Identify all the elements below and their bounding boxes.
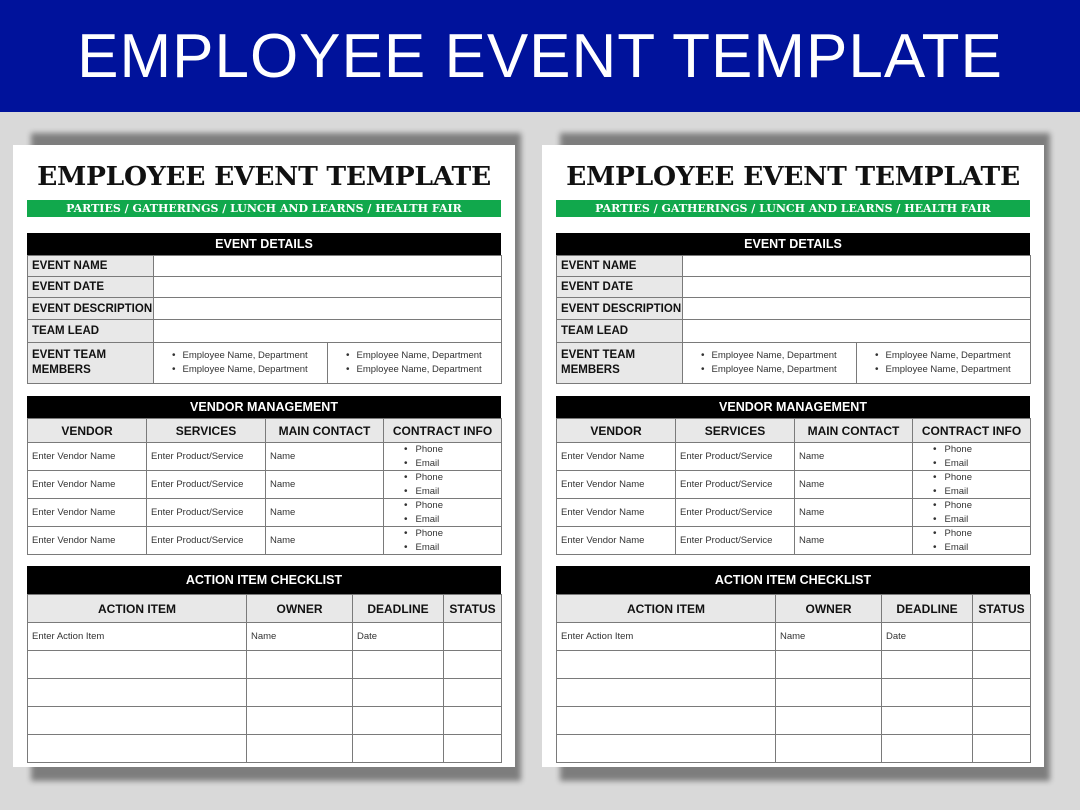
deadline-cell[interactable] bbox=[353, 707, 444, 735]
event-description-field[interactable] bbox=[154, 298, 502, 320]
status-cell[interactable] bbox=[444, 651, 502, 679]
deadline-col-header: DEADLINE bbox=[353, 595, 444, 623]
team-members-col-1[interactable] bbox=[154, 343, 328, 384]
contract-info-cell[interactable]: • Phone • Email bbox=[913, 527, 1031, 555]
team-lead-label: TEAM LEAD bbox=[28, 320, 154, 343]
checklist-row bbox=[28, 651, 502, 679]
deadline-cell[interactable] bbox=[882, 679, 973, 707]
template-sheet bbox=[542, 145, 1044, 767]
action-item-col-header: ACTION ITEM bbox=[557, 595, 776, 623]
vendor-col-header: VENDOR bbox=[28, 419, 147, 443]
event-team-members-label: EVENT TEAM MEMBERS bbox=[557, 343, 683, 384]
main-contact-cell[interactable]: Name bbox=[795, 499, 913, 527]
document-title: EMPLOYEE EVENT TEMPLATE bbox=[37, 161, 491, 192]
action-item-cell[interactable] bbox=[557, 651, 776, 679]
action-item-cell[interactable] bbox=[557, 735, 776, 763]
header-banner bbox=[0, 0, 1080, 112]
contract-info-cell[interactable]: • Phone • Email bbox=[384, 499, 502, 527]
vendor-table bbox=[556, 418, 1031, 555]
deadline-col-header: DEADLINE bbox=[882, 595, 973, 623]
status-cell[interactable] bbox=[973, 651, 1031, 679]
action-item-col-header: ACTION ITEM bbox=[28, 595, 247, 623]
deadline-cell[interactable]: Date bbox=[882, 623, 973, 651]
owner-cell[interactable] bbox=[247, 707, 353, 735]
team-members-col-2[interactable] bbox=[857, 343, 1031, 384]
status-cell[interactable] bbox=[444, 679, 502, 707]
main-contact-cell[interactable]: Name bbox=[795, 471, 913, 499]
document-title: EMPLOYEE EVENT TEMPLATE bbox=[566, 161, 1020, 192]
services-col-header: SERVICES bbox=[676, 419, 795, 443]
template-sheet bbox=[13, 145, 515, 767]
event-date-field[interactable] bbox=[683, 277, 1031, 298]
vendor-row bbox=[557, 499, 1031, 527]
team-member[interactable]: • Employee Name, Department bbox=[172, 349, 327, 363]
team-member[interactable]: • Employee Name, Department bbox=[346, 363, 501, 377]
subtitle-bar: PARTIES / GATHERINGS / LUNCH AND LEARNS / HEALTH FAIR bbox=[556, 200, 1030, 217]
team-member[interactable]: • Employee Name, Department bbox=[701, 349, 856, 363]
team-lead-field[interactable] bbox=[154, 320, 502, 343]
vendor-name-cell[interactable]: Enter Vendor Name bbox=[28, 471, 147, 499]
checklist-row bbox=[557, 735, 1031, 763]
deadline-cell[interactable] bbox=[353, 651, 444, 679]
services-cell[interactable]: Enter Product/Service bbox=[147, 471, 266, 499]
main-contact-col-header: MAIN CONTACT bbox=[795, 419, 913, 443]
team-member[interactable]: • Employee Name, Department bbox=[701, 363, 856, 377]
vendor-heading: VENDOR MANAGEMENT bbox=[556, 396, 1030, 418]
checklist-heading: ACTION ITEM CHECKLIST bbox=[27, 566, 501, 594]
contract-info-cell[interactable]: • Phone • Email bbox=[913, 443, 1031, 471]
deadline-cell[interactable] bbox=[882, 651, 973, 679]
vendor-col-header: VENDOR bbox=[557, 419, 676, 443]
main-contact-cell[interactable]: Name bbox=[266, 527, 384, 555]
checklist-row bbox=[28, 623, 502, 651]
action-item-cell[interactable] bbox=[28, 735, 247, 763]
main-contact-cell[interactable]: Name bbox=[795, 527, 913, 555]
contract-info-cell[interactable]: • Phone • Email bbox=[384, 471, 502, 499]
main-contact-cell[interactable]: Name bbox=[266, 471, 384, 499]
deadline-cell[interactable] bbox=[882, 735, 973, 763]
vendor-name-cell[interactable]: Enter Vendor Name bbox=[28, 499, 147, 527]
team-members-col-1[interactable] bbox=[683, 343, 857, 384]
owner-cell[interactable] bbox=[776, 679, 882, 707]
services-cell[interactable]: Enter Product/Service bbox=[147, 527, 266, 555]
team-member[interactable]: • Employee Name, Department bbox=[172, 363, 327, 377]
event-name-label: EVENT NAME bbox=[28, 256, 154, 277]
owner-cell[interactable]: Name bbox=[247, 623, 353, 651]
services-cell[interactable]: Enter Product/Service bbox=[147, 443, 266, 471]
vendor-table bbox=[27, 418, 502, 555]
vendor-management-section bbox=[556, 396, 1030, 555]
contract-info-cell[interactable]: • Phone • Email bbox=[913, 499, 1031, 527]
subtitle-bar: PARTIES / GATHERINGS / LUNCH AND LEARNS / HEALTH FAIR bbox=[27, 200, 501, 217]
main-contact-cell[interactable]: Name bbox=[266, 443, 384, 471]
action-item-cell[interactable] bbox=[28, 651, 247, 679]
checklist-row bbox=[557, 651, 1031, 679]
event-details-section bbox=[556, 233, 1030, 384]
status-cell[interactable] bbox=[444, 735, 502, 763]
deadline-cell[interactable] bbox=[353, 679, 444, 707]
vendor-row bbox=[557, 527, 1031, 555]
owner-cell[interactable] bbox=[776, 707, 882, 735]
event-details-section bbox=[27, 233, 501, 384]
vendor-name-cell[interactable]: Enter Vendor Name bbox=[557, 527, 676, 555]
owner-cell[interactable] bbox=[247, 651, 353, 679]
vendor-heading: VENDOR MANAGEMENT bbox=[27, 396, 501, 418]
vendor-name-cell[interactable]: Enter Vendor Name bbox=[28, 443, 147, 471]
services-cell[interactable]: Enter Product/Service bbox=[676, 527, 795, 555]
status-col-header: STATUS bbox=[973, 595, 1031, 623]
team-lead-label: TEAM LEAD bbox=[557, 320, 683, 343]
deadline-cell[interactable]: Date bbox=[353, 623, 444, 651]
contract-info-col-header: CONTRACT INFO bbox=[913, 419, 1031, 443]
action-item-cell[interactable] bbox=[557, 679, 776, 707]
services-cell[interactable]: Enter Product/Service bbox=[676, 499, 795, 527]
vendor-row bbox=[557, 443, 1031, 471]
template-page-right bbox=[542, 145, 1044, 767]
main-contact-col-header: MAIN CONTACT bbox=[266, 419, 384, 443]
checklist-row bbox=[28, 735, 502, 763]
vendor-management-section bbox=[27, 396, 501, 555]
vendor-row bbox=[28, 499, 502, 527]
contract-info-cell[interactable]: • Phone • Email bbox=[913, 471, 1031, 499]
checklist-table bbox=[556, 594, 1031, 763]
event-name-field[interactable] bbox=[154, 256, 502, 277]
event-details-heading: EVENT DETAILS bbox=[27, 233, 501, 255]
owner-cell[interactable] bbox=[776, 651, 882, 679]
event-description-label: EVENT DESCRIPTION bbox=[28, 298, 154, 320]
services-cell[interactable]: Enter Product/Service bbox=[676, 471, 795, 499]
vendor-row bbox=[28, 471, 502, 499]
contract-info-col-header: CONTRACT INFO bbox=[384, 419, 502, 443]
action-item-checklist-section bbox=[556, 566, 1030, 763]
action-item-cell[interactable] bbox=[557, 707, 776, 735]
owner-col-header: OWNER bbox=[247, 595, 353, 623]
owner-cell[interactable] bbox=[247, 679, 353, 707]
owner-col-header: OWNER bbox=[776, 595, 882, 623]
status-cell[interactable] bbox=[973, 735, 1031, 763]
event-date-field[interactable] bbox=[154, 277, 502, 298]
team-member[interactable]: • Employee Name, Department bbox=[346, 349, 501, 363]
vendor-name-cell[interactable]: Enter Vendor Name bbox=[557, 471, 676, 499]
checklist-heading: ACTION ITEM CHECKLIST bbox=[556, 566, 1030, 594]
status-cell[interactable] bbox=[973, 679, 1031, 707]
event-details-table bbox=[556, 255, 1031, 384]
contract-info-cell[interactable]: • Phone • Email bbox=[384, 527, 502, 555]
deadline-cell[interactable] bbox=[353, 735, 444, 763]
event-description-field[interactable] bbox=[683, 298, 1031, 320]
team-members-col-2[interactable] bbox=[328, 343, 502, 384]
checklist-row bbox=[557, 679, 1031, 707]
event-details-heading: EVENT DETAILS bbox=[556, 233, 1030, 255]
event-details-table bbox=[27, 255, 502, 384]
action-item-cell[interactable] bbox=[28, 707, 247, 735]
action-item-cell[interactable]: Enter Action Item bbox=[28, 623, 247, 651]
event-team-members-label: EVENT TEAM MEMBERS bbox=[28, 343, 154, 384]
contract-info-cell[interactable]: • Phone • Email bbox=[384, 443, 502, 471]
vendor-row bbox=[28, 443, 502, 471]
services-col-header: SERVICES bbox=[147, 419, 266, 443]
status-cell[interactable] bbox=[973, 707, 1031, 735]
main-contact-cell[interactable]: Name bbox=[795, 443, 913, 471]
action-item-checklist-section bbox=[27, 566, 501, 763]
banner-title: EMPLOYEE EVENT TEMPLATE bbox=[77, 21, 1003, 91]
event-description-label: EVENT DESCRIPTION bbox=[557, 298, 683, 320]
event-name-field[interactable] bbox=[683, 256, 1031, 277]
status-cell[interactable] bbox=[444, 707, 502, 735]
checklist-table bbox=[27, 594, 502, 763]
owner-cell[interactable] bbox=[776, 735, 882, 763]
event-name-label: EVENT NAME bbox=[557, 256, 683, 277]
vendor-name-cell[interactable]: Enter Vendor Name bbox=[28, 527, 147, 555]
main-contact-cell[interactable]: Name bbox=[266, 499, 384, 527]
checklist-row bbox=[557, 623, 1031, 651]
services-cell[interactable]: Enter Product/Service bbox=[676, 443, 795, 471]
checklist-row bbox=[28, 707, 502, 735]
checklist-row bbox=[557, 707, 1031, 735]
event-date-label: EVENT DATE bbox=[28, 277, 154, 298]
template-page-left bbox=[13, 145, 515, 767]
action-item-cell[interactable]: Enter Action Item bbox=[557, 623, 776, 651]
deadline-cell[interactable] bbox=[882, 707, 973, 735]
vendor-row bbox=[28, 527, 502, 555]
owner-cell[interactable] bbox=[247, 735, 353, 763]
vendor-name-cell[interactable]: Enter Vendor Name bbox=[557, 499, 676, 527]
services-cell[interactable]: Enter Product/Service bbox=[147, 499, 266, 527]
action-item-cell[interactable] bbox=[28, 679, 247, 707]
status-cell[interactable] bbox=[444, 623, 502, 651]
owner-cell[interactable]: Name bbox=[776, 623, 882, 651]
team-member[interactable]: • Employee Name, Department bbox=[875, 349, 1030, 363]
vendor-name-cell[interactable]: Enter Vendor Name bbox=[557, 443, 676, 471]
event-date-label: EVENT DATE bbox=[557, 277, 683, 298]
checklist-row bbox=[28, 679, 502, 707]
vendor-row bbox=[557, 471, 1031, 499]
team-lead-field[interactable] bbox=[683, 320, 1031, 343]
status-cell[interactable] bbox=[973, 623, 1031, 651]
status-col-header: STATUS bbox=[444, 595, 502, 623]
team-member[interactable]: • Employee Name, Department bbox=[875, 363, 1030, 377]
